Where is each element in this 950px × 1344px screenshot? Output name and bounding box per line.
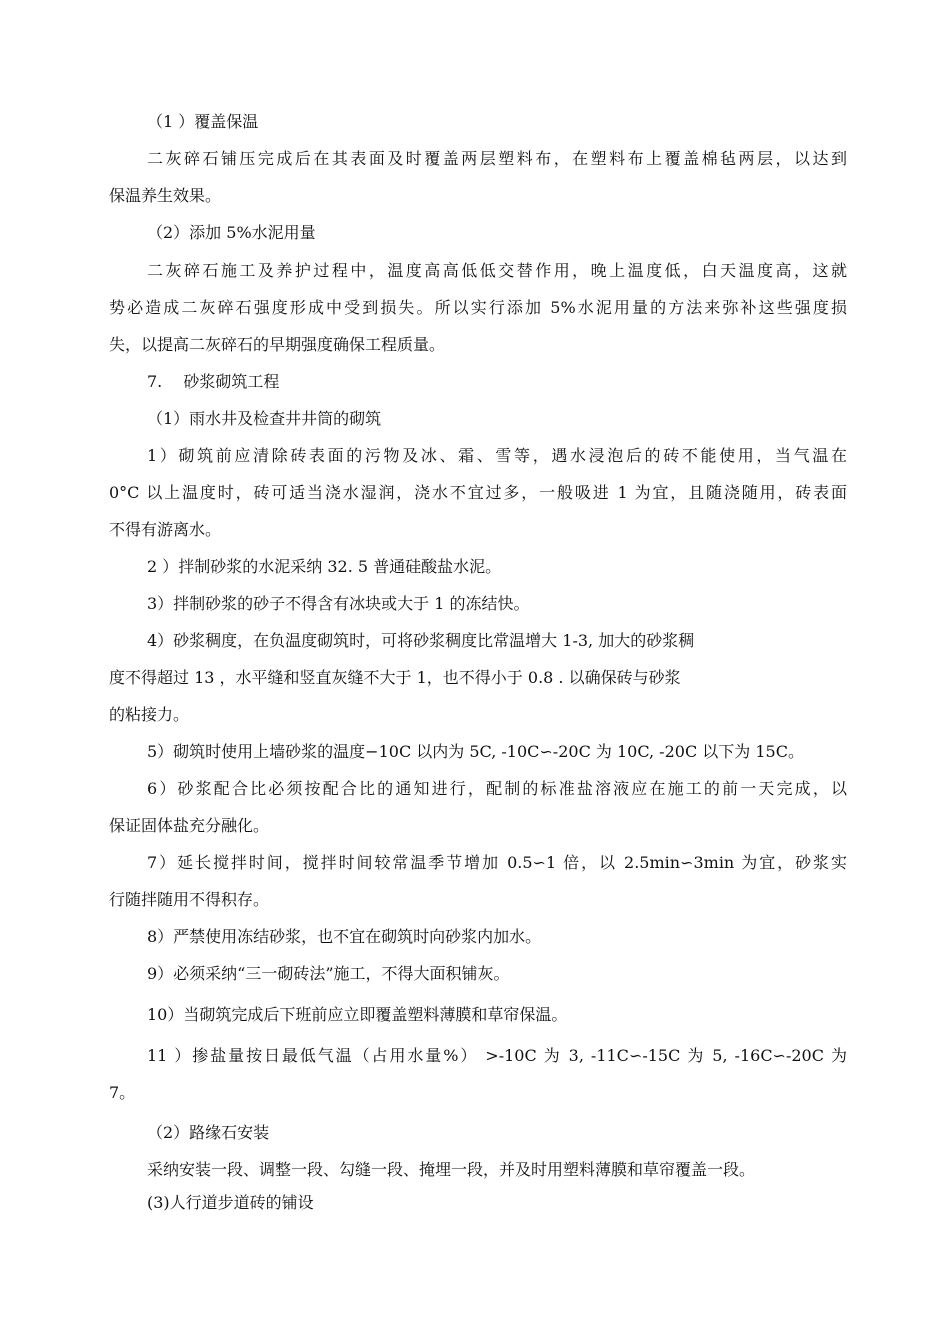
subheading-curb-installation: （2）路缘石安装 — [147, 1123, 270, 1142]
list-item-line: 4）砂浆稠度，在负温度砌筑时，可将砂浆稠度比常温增大 1-3, 加大的砂浆稠 — [147, 631, 695, 650]
list-item-line: 7。 — [109, 1083, 136, 1102]
list-item: 2 ）拌制砂浆的水泥采纳 32. 5 普通硅酸盐水泥。 — [147, 557, 502, 576]
list-item-line: 的粘接力。 — [109, 705, 190, 724]
list-item-line: 11 ）掺盐量按日最低气温（占用水量%） >-10C 为 3, -11C∽-15C 为 5, -16C∽-20C 为 — [147, 1046, 847, 1065]
subheading-well-masonry: （1）雨水井及检查井井筒的砌筑 — [147, 409, 382, 428]
subheading-sidewalk-paving: (3)人行道步道砖的铺设 — [147, 1193, 314, 1212]
paragraph-line: 势必造成二灰碎石强度形成中受到损失。所以实行添加 5%水泥用量的方法来弥补这些强度损 — [109, 298, 847, 317]
list-item-line: 不得有游离水。 — [109, 520, 222, 539]
list-item: 3）拌制砂浆的砂子不得含有冰块或大于 1 的冻结快。 — [147, 594, 530, 613]
paragraph-line: 保温养生效果。 — [109, 186, 222, 205]
paragraph-line: 失，以提高二灰碎石的早期强度确保工程质量。 — [109, 335, 446, 354]
heading-cover-insulation: （1 ）覆盖保温 — [147, 112, 259, 131]
paragraph-line: 采纳安装一段、调整一段、勾缝一段、掩埋一段，并及时用塑料薄膜和草帘覆盖一段。 — [147, 1160, 756, 1179]
list-item-line: 行随拌随用不得积存。 — [109, 890, 270, 909]
list-item-line: 1）砌筑前应清除砖表面的污物及冰、霜、雪等，遇水浸泡后的砖不能使用，当气温在 — [147, 446, 847, 465]
list-item: 8）严禁使用冻结砂浆，也不宜在砌筑时向砂浆内加水。 — [147, 927, 542, 946]
list-item-line: 7）延长搅拌时间，搅拌时间较常温季节增加 0.5∽1 倍，以 2.5min∽3min 为宜，砂浆实 — [147, 853, 847, 872]
list-item-line: 度不得超过 13 ，水平缝和竖直灰缝不大于 1，也不得小于 0.8 . 以确保砖与砂浆 — [109, 668, 681, 687]
list-item-line: 保证固体盐充分融化。 — [109, 816, 270, 835]
list-item: 9）必须采纳“三一砌砖法”施工，不得大面积铺灰。 — [147, 964, 510, 983]
section-heading-mortar-masonry: 7. 砂浆砌筑工程 — [147, 372, 280, 391]
list-item-line: 6）砂浆配合比必须按配合比的通知进行，配制的标准盐溶液应在施工的前一天完成，以 — [147, 779, 847, 798]
list-item: 5）砌筑时使用上墙砂浆的温度−10C 以内为 5C, -10C∽-20C 为 10C, -20C 以下为 15C。 — [147, 742, 804, 761]
list-item-line: 0°C 以上温度时，砖可适当浇水湿润，浇水不宜过多，一般吸进 1 为宜，且随浇随用，砖表面 — [109, 483, 847, 502]
paragraph-line: 二灰碎石铺压完成后在其表面及时覆盖两层塑料布，在塑料布上覆盖棉毡两层，以达到 — [147, 149, 847, 168]
paragraph-line: 二灰碎石施工及养护过程中，温度高高低低交替作用，晚上温度低，白天温度高，这就 — [147, 261, 847, 280]
list-item: 10）当砌筑完成后下班前应立即覆盖塑料薄膜和草帘保温。 — [147, 1005, 568, 1024]
heading-add-cement: （2）添加 5%水泥用量 — [147, 223, 316, 242]
